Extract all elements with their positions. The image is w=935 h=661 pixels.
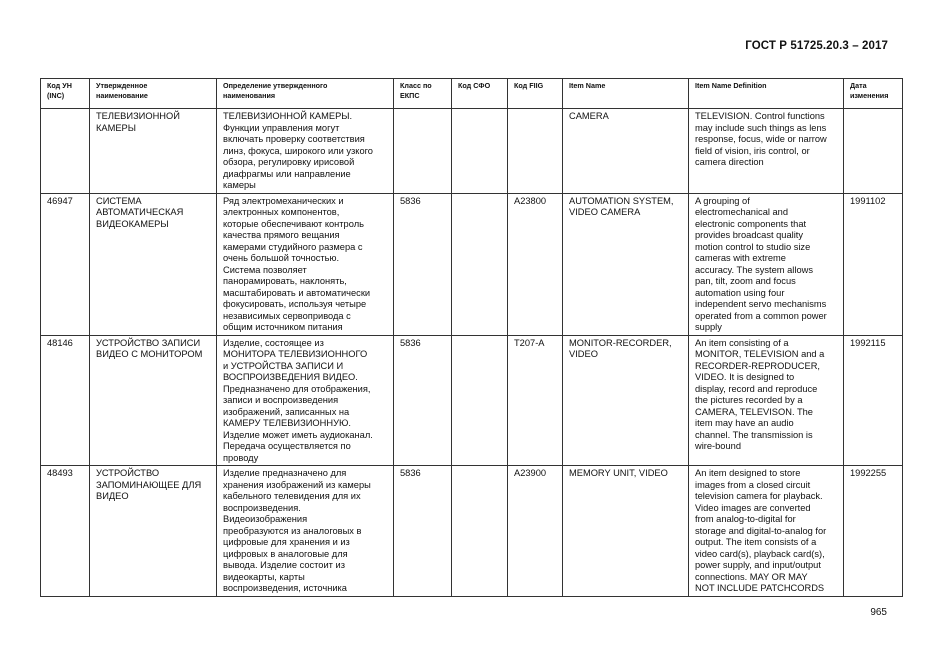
table-row: [41, 193, 903, 335]
cell-ekps: 5836: [394, 193, 452, 335]
col-header-definition-ru: Определение утвержденного наименования: [217, 79, 394, 109]
cell-name-ru: СИСТЕМА АВТОМАТИЧЕСКАЯ ВИДЕОКАМЕРЫ: [90, 193, 217, 335]
col-header-item-name: Item Name: [563, 79, 689, 109]
cell-date: 1992255: [844, 466, 903, 597]
cell-definition-ru: ТЕЛЕВИЗИОННОЙ КАМЕРЫ. Функции управления могут включать проверку соответствия линз, фокуса, широкого или узкого обзора, регулировку ирисовой диафрагмы или направление камеры: [217, 109, 394, 194]
cell-definition-ru: Ряд электромеханических и электронных компонентов, которые обеспечивают контроль качества прямого вещания камерами студийного размера с очень большой точностью. Система позволяет панорамировать, наклонять, масштабировать и автоматически фокусировать, используя четыре независимых сервопривода с общим источником питания: [217, 193, 394, 335]
items-table: [40, 78, 903, 597]
cell-ekps: 5836: [394, 335, 452, 466]
cell-item-definition: An item consisting of a MONITOR, TELEVISION and a RECORDER-REPRODUCER, VIDEO. It is designed to display, record and reproduce the pictures recorded by a CAMERA, TELEVISON. The item may have an audio channel. The transmission is wire-bound: [689, 335, 844, 466]
cell-fiig: A23800: [508, 193, 563, 335]
cell-item-name: MEMORY UNIT, VIDEO: [563, 466, 689, 597]
cell-inc: 46947: [41, 193, 90, 335]
cell-item-definition: An item designed to store images from a closed circuit television camera for playback. Video images are converted from analog-to-digital for storage and digital-to-analog for output. The item consists of a video card(s), playback card(s), power supply, and input/output connections. MAY OR MAY NOT INCLUDE PATCHCORDS: [689, 466, 844, 597]
cell-definition-ru: Изделие, состоящее из МОНИТОРА ТЕЛЕВИЗИОННОГО и УСТРОЙСТВА ЗАПИСИ И ВОСПРОИЗВЕДЕНИЯ ВИДЕО. Предназначено для отображения, записи и воспроизведения изображений, записанных на КАМЕРУ ТЕЛЕВИЗИОННУЮ. Изделие может иметь аудиоканал. Передача осуществляется по проводу: [217, 335, 394, 466]
cell-name-ru: ТЕЛЕВИЗИОННОЙ КАМЕРЫ: [90, 109, 217, 194]
cell-inc: [41, 109, 90, 194]
cell-inc: 48493: [41, 466, 90, 597]
cell-inc: 48146: [41, 335, 90, 466]
cell-fiig: A23900: [508, 466, 563, 597]
cell-date: 1992115: [844, 335, 903, 466]
table-header-row: [41, 79, 903, 109]
table-row: [41, 335, 903, 466]
col-header-fiig: Код FIIG: [508, 79, 563, 109]
col-header-ekps: Класс по ЕКПС: [394, 79, 452, 109]
cell-item-definition: A grouping of electromechanical and electronic components that provides broadcast quality motion control to studio size cameras with extreme accuracy. The system allows pan, tilt, zoom and focus automation using four independent servo mechanisms operated from a common power supply: [689, 193, 844, 335]
col-header-sfo: Код СФО: [452, 79, 508, 109]
cell-ekps: 5836: [394, 466, 452, 597]
cell-definition-ru: Изделие предназначено для хранения изображений из камеры кабельного телевидения для их воспроизведения. Видеоизображения преобразуются из аналоговых в цифровые для хранения и из цифровых в аналоговые для вывода. Изделие состоит из видеокарты, карты воспроизведения, источника: [217, 466, 394, 597]
table-row: [41, 109, 903, 194]
cell-sfo: [452, 335, 508, 466]
col-header-date: Дата изменения: [844, 79, 903, 109]
table-row: [41, 466, 903, 597]
cell-sfo: [452, 109, 508, 194]
cell-date: 1991102: [844, 193, 903, 335]
cell-item-definition: TELEVISION. Control functions may include such things as lens response, focus, wide or narrow field of vision, iris control, or camera direction: [689, 109, 844, 194]
cell-sfo: [452, 193, 508, 335]
cell-sfo: [452, 466, 508, 597]
col-header-inc: Код УН (INC): [41, 79, 90, 109]
col-header-item-definition: Item Name Definition: [689, 79, 844, 109]
col-header-name-ru: Утвержденное наименование: [90, 79, 217, 109]
page-number: 965: [870, 607, 887, 618]
cell-fiig: T207-A: [508, 335, 563, 466]
cell-date: [844, 109, 903, 194]
cell-item-name: MONITOR-RECORDER, VIDEO: [563, 335, 689, 466]
cell-ekps: [394, 109, 452, 194]
cell-fiig: [508, 109, 563, 194]
cell-name-ru: УСТРОЙСТВО ЗАПОМИНАЮЩЕЕ ДЛЯ ВИДЕО: [90, 466, 217, 597]
cell-name-ru: УСТРОЙСТВО ЗАПИСИ ВИДЕО С МОНИТОРОМ: [90, 335, 217, 466]
cell-item-name: AUTOMATION SYSTEM, VIDEO CAMERA: [563, 193, 689, 335]
document-header: ГОСТ Р 51725.20.3 – 2017: [745, 40, 888, 52]
cell-item-name: CAMERA: [563, 109, 689, 194]
